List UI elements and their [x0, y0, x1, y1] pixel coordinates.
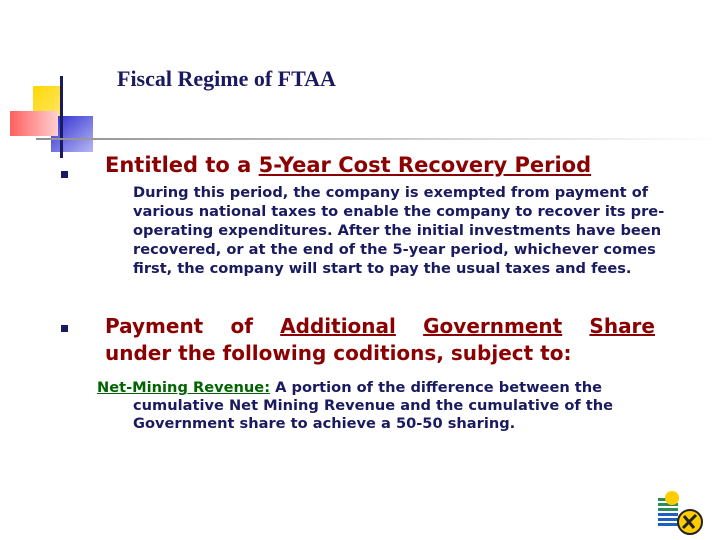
- cost-recovery-description: During this period, the company is exempted from payment of various national taxes to enable the company to recover its pre-operating expenditures. After the initial investments have been recovered, or at the end of the 5-year period, whichever comes first, the company will start to pay the usual taxes and fees.: [133, 184, 665, 277]
- word-additional: Additional: [280, 314, 396, 338]
- heading-underlined: 5-Year Cost Recovery Period: [258, 153, 592, 177]
- word-government: Government: [423, 314, 563, 338]
- heading-line-2: under the following coditions, subject to:: [105, 341, 572, 365]
- heading-prefix: Entitled to a: [105, 153, 252, 177]
- bullet-square-icon: [61, 325, 68, 332]
- word-of: of: [230, 314, 253, 338]
- net-mining-revenue-note: [97, 379, 667, 433]
- slide-decoration: [0, 0, 720, 160]
- word-payment: Payment: [105, 314, 204, 338]
- slide-title: Fiscal Regime of FTAA: [117, 66, 336, 91]
- word-share: Share: [589, 314, 655, 338]
- bullet-heading-cost-recovery: [105, 153, 591, 177]
- heading-line-1: [105, 313, 655, 340]
- logo-icon: [656, 490, 708, 536]
- net-mining-revenue-label: Net-Mining Revenue:: [97, 379, 271, 396]
- bullet-square-icon: [61, 171, 68, 178]
- bullet-heading-government-share: [105, 313, 655, 367]
- net-mining-revenue-rest: cumulative Net Mining Revenue and the cumulative of the Government share to achieve a 50-50 sharing.: [133, 397, 614, 432]
- net-mining-revenue-first-line: A portion of the difference between the: [275, 379, 603, 396]
